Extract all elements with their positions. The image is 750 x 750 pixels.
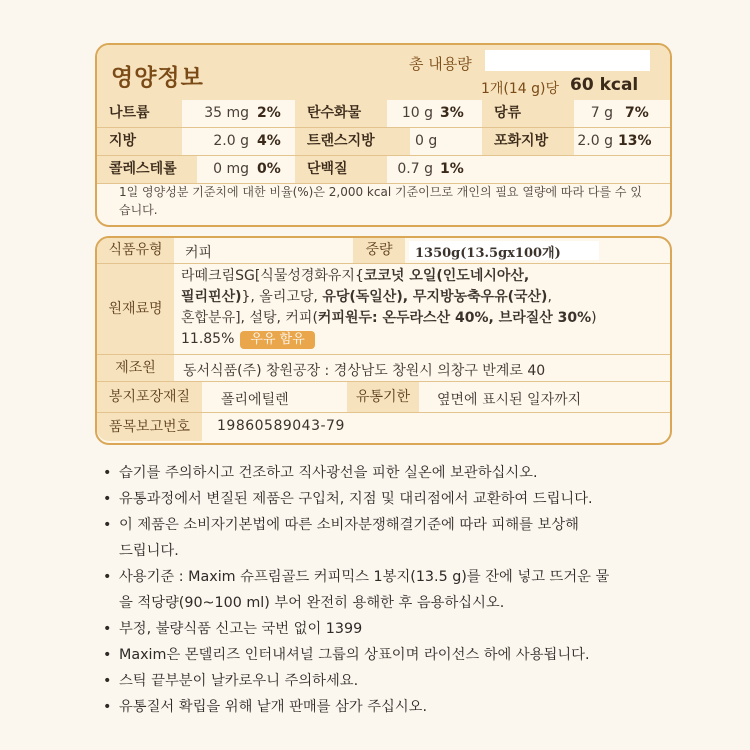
maker-label: 제조원 [97,355,174,381]
nutrient-value: 0 g [415,133,438,149]
nutrient-name: 당류 [482,100,574,127]
ingredients-label: 원재료명 [97,264,174,354]
nutrient-value: 0 mg [213,161,249,177]
ingredients-line [181,266,666,287]
nutrition-title: 영양정보 [111,65,204,91]
notice-item: • 유통과정에서 변질된 제품은 구입처, 지점 및 대리점에서 교환하여 드립니다. [103,486,683,512]
nutrient-row [97,156,670,183]
nutrient-percent: 1% [440,161,464,177]
nutrient-name: 단백질 [295,156,387,183]
notice-item: • 습기를 주의하시고 건조하고 직사광선을 피한 실온에 보관하십시오. [103,460,683,486]
nutrient-percent: 13% [618,133,652,149]
maker-value: 동서식품(주) 창원공장 : 경상남도 창원시 의창구 반계로 40 [183,363,546,379]
nutrient-name: 나트륨 [97,100,182,127]
food-type-value: 커피 [185,245,213,261]
ingredients-line [181,287,666,308]
calories: 60 kcal [570,75,639,95]
nutrient-name: 트랜스지방 [295,128,410,155]
nutrient-percent: 0% [257,161,281,177]
nutrient-name: 탄수화물 [295,100,387,127]
serving-size: 1개(14 g)당 [481,81,560,97]
nutrient-value: 7 g [590,105,613,121]
nutrient-value: 2.0 g [213,133,249,149]
expiry-label: 유통기한 [347,382,419,412]
ingredients-part: 필리핀산) [181,289,242,305]
ingredients-part: ) [591,310,597,326]
weight-label: 중량 [353,238,405,263]
report-number-label: 품목보고번호 [97,413,202,441]
nutrient-value: 10 g [401,105,433,121]
report-number-value: 19860589043-79 [217,418,345,434]
divider [97,263,670,264]
nutrient-row [97,100,670,127]
food-type-label: 식품유형 [97,238,174,263]
total-content-label: 총 내용량 [409,55,472,73]
nutrient-row [97,128,670,155]
ingredients-part: 라떼크림SG[식물성경화유지{ [181,268,364,284]
ingredients-line [181,308,666,329]
ingredients-part: 커피원두: 온두라스산 40%, 브라질산 30% [317,310,592,326]
nutrition-header [97,45,670,100]
ingredients-part: 혼합분유], 설탕, 커피( [181,310,318,326]
ingredients-part: 유당(독일산), 무지방농축우유(국산) [322,289,548,305]
nutrient-value: 2.0 g [577,133,613,149]
divider [97,354,670,355]
nutrient-name: 지방 [97,128,182,155]
ingredients-part: 11.85% [181,331,235,347]
nutrient-value: 35 mg [204,105,249,121]
notice-item: • Maxim은 몬델리즈 인터내셔널 그룹의 상표이며 라이선스 하에 사용됩니다. [103,642,683,668]
notice-item: • 사용기준 : Maxim 슈프림골드 커피믹스 1봉지(13.5 g)를 잔에 넣고 뜨거운 물을 적당량(90~100 ml) 부어 완전히 용해한 후 음용하십시오. [103,564,683,616]
notice-item: • 이 제품은 소비자기본법에 따른 소비자분쟁해결기준에 따라 피해를 보상해 드립니다. [103,512,683,564]
notice-list [103,460,683,720]
weight-value: 1350g(13.5gx100개) [415,246,561,261]
nutrition-facts-panel [95,43,672,227]
expiry-value: 옆면에 표시된 일자까지 [437,392,582,408]
ingredients-part: , [547,289,552,305]
nutrient-percent: 3% [440,105,464,121]
ingredients-part: }, 올리고당, [241,289,323,305]
product-info-table [95,236,672,445]
notice-item: • 부정, 불량식품 신고는 국번 없이 1399 [103,616,683,642]
notice-item: • 유통질서 확립을 위해 낱개 판매를 삼가 주십시오. [103,694,683,720]
total-content-value-box [485,50,650,71]
nutrient-value: 0.7 g [397,161,433,177]
notice-item: • 스틱 끝부분이 날카로우니 주의하세요. [103,668,683,694]
ingredients-text [181,266,666,350]
daily-value-note: 1일 영양성분 기준치에 대한 비율(%)은 2,000 kcal 기준이므로 개인의 필요 열량에 따라 다를 수 있습니다. [119,185,642,217]
milk-allergen-badge: 우유 함유 [240,331,314,349]
ingredients-line [181,329,666,350]
nutrient-name: 포화지방 [482,128,574,155]
nutrient-percent: 7% [625,105,649,121]
nutrient-percent: 2% [257,105,281,121]
nutrient-name: 콜레스테롤 [97,156,197,183]
nutrient-percent: 4% [257,133,281,149]
packaging-value: 폴리에틸렌 [221,392,289,408]
packaging-label: 봉지포장재질 [97,382,202,412]
ingredients-part: 코코넛 오일(인도네시아산, [363,268,530,284]
